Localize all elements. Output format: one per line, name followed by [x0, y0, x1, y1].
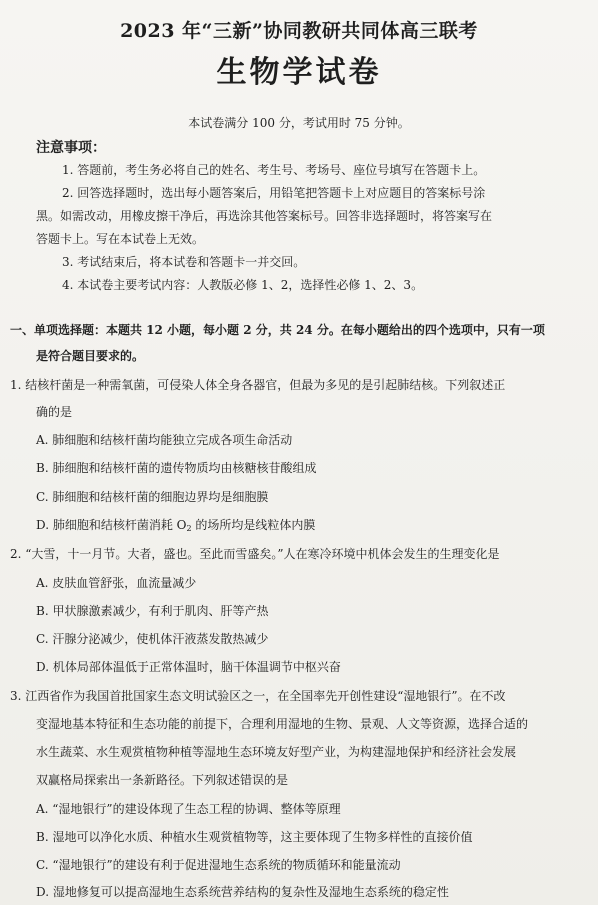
option-d-text-end: 的场所均是线粒体内膜: [191, 518, 316, 532]
question-2-stem: 2. “大雪，十一月节。大者，盛也。至此而雪盛矣。”人在寒冷环境中机体会发生的生理变化是: [10, 547, 500, 561]
question-3-stem: 3. 江西省作为我国首批国家生态文明试验区之一，在全国率先开创性建设“湿地银行”。在不改: [10, 689, 506, 703]
notice-line: 3. 考试结束后，将本试卷和答题卡一并交回。: [62, 255, 306, 269]
notice-heading: 注意事项：: [36, 140, 106, 156]
question-3-option-d: D. 湿地修复可以提高湿地生态系统营养结构的复杂性及湿地生态系统的稳定性: [36, 885, 449, 899]
question-3-stem-cont: 水生蔬菜、水生观赏植物种植等湿地生态环境友好型产业，为构建湿地保护和经济社会发展: [36, 745, 517, 759]
subject-title: 生物学试卷: [216, 55, 382, 90]
section-heading: 一、单项选择题：本题共 12 小题，每小题 2 分，共 24 分。在每小题给出的四个选项中，只有一项: [10, 323, 545, 337]
notice-line: 黑。如需改动，用橡皮擦干净后，再选涂其他答案标号。回答非选择题时，将答案写在: [36, 209, 493, 223]
question-1-option-b: B. 肺细胞和结核杆菌的遗传物质均由核糖核苷酸组成: [36, 461, 317, 475]
section-heading-cont: 是符合题目要求的。: [36, 349, 145, 363]
notice-line: 4. 本试卷主要考试内容：人教版必修 1、2，选择性必修 1、2、3。: [62, 278, 424, 292]
question-3-option-a: A. “湿地银行”的建设体现了生态工程的协调、整体等原理: [36, 802, 341, 816]
notice-line: 答题卡上。写在本试卷上无效。: [36, 232, 205, 246]
question-2-option-c: C. 汗腺分泌减少，使机体汗液蒸发散热减少: [36, 632, 269, 646]
exam-title: 2023 年“三新”协同教研共同体高三联考: [120, 20, 478, 42]
question-2-option-a: A. 皮肤血管舒张，血流量减少: [36, 576, 197, 590]
notice-line: 1. 答题前，考生务必将自己的姓名、考生号、考场号、座位号填写在答题卡上。: [62, 163, 486, 177]
question-1-option-a: A. 肺细胞和结核杆菌均能独立完成各项生命活动: [36, 433, 293, 447]
question-2-option-d: D. 机体局部体温低于正常体温时，脑干体温调节中枢兴奋: [36, 660, 341, 674]
question-3-stem-cont: 双赢格局探索出一条新路径。下列叙述错误的是: [36, 773, 289, 787]
question-3-stem-cont: 变湿地基本特征和生态功能的前提下，合理利用湿地的生物、景观、人文等资源，选择合适的: [36, 717, 529, 731]
exam-info: 本试卷满分 100 分，考试用时 75 分钟。: [188, 116, 410, 130]
question-3-option-b: B. 湿地可以净化水质、种植水生观赏植物等，这主要体现了生物多样性的直接价值: [36, 830, 473, 844]
question-1-option-c: C. 肺细胞和结核杆菌的细胞边界均是细胞膜: [36, 490, 269, 504]
option-d-text: D. 肺细胞和结核杆菌消耗 O: [36, 518, 187, 532]
question-2-option-b: B. 甲状腺激素减少，有利于肌肉、肝等产热: [36, 604, 269, 618]
subscript-2: 2: [186, 524, 192, 533]
notice-line: 2. 回答选择题时，选出每小题答案后，用铅笔把答题卡上对应题目的答案标号涂: [62, 186, 486, 200]
question-1-stem-cont: 确的是: [36, 405, 73, 419]
question-1-option-d: [36, 517, 315, 537]
question-1-stem: 1. 结核杆菌是一种需氧菌，可侵染人体全身各器官，但最为多见的是引起肺结核。下列叙述正: [10, 378, 506, 392]
question-3-option-c: C. “湿地银行”的建设有利于促进湿地生态系统的物质循环和能量流动: [36, 858, 401, 872]
